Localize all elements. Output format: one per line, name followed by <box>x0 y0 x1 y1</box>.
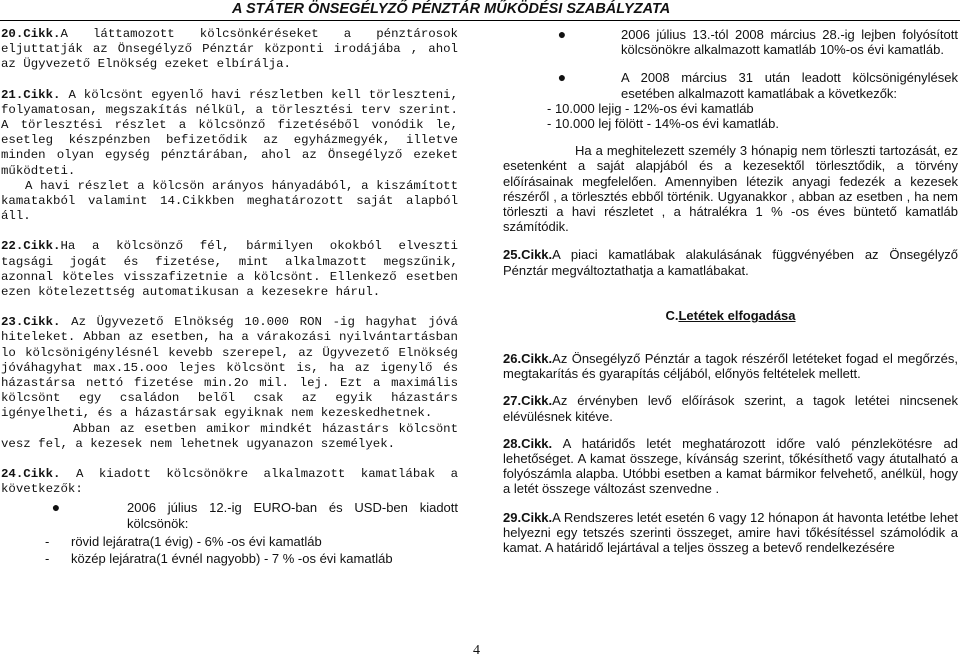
article-number: 24.Cikk. <box>1 467 61 482</box>
article-25: 25.Cikk.A piaci kamatlábak alakulásának függvényében az Önsegélyző Pénztár megváltoztathatja a kamatlábakat. <box>503 247 958 278</box>
article-28: 28.Cikk. A határidős letét meghatározott időre való pénzlekötésre ad lehetőséget. A kamat összege, kívánság szerint, tőkésíthető vagy átutalható a folyószámla alapba. Utóbbi esetben a kamat bármikor felvehető, anélkül, hogy a letét összege változást szenvedne . <box>503 435 958 497</box>
article-number: 25.Cikk. <box>503 247 553 263</box>
list-item: ● A 2008 március 31 után leadott kölcsönigénylések esetében alkalmazott kamatlábak a következők: <box>503 70 958 100</box>
article-number: 23.Cikk. <box>1 315 61 330</box>
dash-icon: - <box>45 533 50 549</box>
article-number: 29.Cikk. <box>503 509 553 525</box>
page-header <box>0 0 960 21</box>
article-23-paragraph-2: Abban az esetben amikor mindkét házastárs kölcsönt vesz fel, a kezesek nem lehetnek ugyanazon személyek. <box>1 421 458 451</box>
bullet-icon: ● <box>557 69 567 86</box>
bullet-icon: ● <box>557 26 567 42</box>
document-title: A STÁTER ÖNSEGÉLYZŐ PÉNZTÁR MŰKÖDÉSI SZABÁLYZATA <box>232 1 671 17</box>
article-29: 29.Cikk.A Rendszeres letét esetén 6 vagy 12 hónapon át havonta letétbe lehet helyezni egy tetszés szerinti összeget, amire havi tőkésítéssel számolódik a kamat. A határidő lejártával a teljes összeg a betevő rendelkezésére <box>503 509 958 556</box>
left-column <box>1 27 458 566</box>
bullet-icon: ● <box>51 499 61 516</box>
article-number: 20.Cikk. <box>1 27 61 41</box>
list-item: ● 2006 július 12.-ig EURO-ban és USD-ben kiadott kölcsönök: <box>1 500 458 530</box>
list-item: - rövid lejáratra(1 évig) - 6% -os évi kamatláb <box>1 534 458 549</box>
article-21: 21.Cikk. A kölcsönt egyenlő havi részletben kell törleszteni, folyamatosan, megszakítás nélkül, a törlesztési terv szerint. A törlesztési részlet a kölcsönző fizetéséből vonódik le, esetleg készpénzben befizetődik az egyházmegyék, illetve minden olyan egység pénztárában, ahol az Önsegélyző ezeket működteti. <box>1 87 459 178</box>
rate-line: - 10.000 lejig - 12%-os évi kamatláb <box>547 100 754 116</box>
rate-line: - 10.000 lej fölött - 14%-os évi kamatláb. <box>547 116 779 132</box>
list-item: - közép lejáratra(1 évnél nagyobb) - 7 % -os évi kamatláb <box>1 551 458 566</box>
article-21-paragraph-2: A havi részlet a kölcsön arányos hányadából, a kiszámított kamatakból valamint 14.Cikkben meghatározott saját alapból áll. <box>1 178 458 224</box>
article-24: 24.Cikk. A kiadott kölcsönökre alkalmazott kamatlábak a következők: <box>1 467 459 497</box>
article-20: 20.Cikk.A láttamozott kölcsönkéréseket a pénztárosok eljuttatják az Önsegélyző Pénztár központi irodájába , ahol az Ügyvezető Elnökség ezeket elbírálja. <box>1 27 458 72</box>
right-column <box>503 27 958 555</box>
article-number: 28.Cikk. <box>503 435 553 451</box>
article-number: 22.Cikk. <box>1 239 61 254</box>
arrears-paragraph: Ha a meghitelezett személy 3 hónapig nem törleszti tartozását, ez esetenként a saját alapjából és a kezesektől törlesztődik, a törvény előírásainak megfelelően. Amennyiben létezik anyagi fedezék a kezesek részéről , a törlesztés ebből történik. Ugyanakkor , abban az esetben , ha nem törleszti a havi részletet , a hátralékra 1 % -os éves büntető kamatláb számítódik. <box>503 143 958 235</box>
article-22: 22.Cikk.Ha a kölcsönző fél, bármilyen okokból elveszti tagsági jogát és fizetése, mint alkalmazott megszűnik, azonnal köteles visszafizetnie a kölcsönt. Ellenkező esetben ezen kötelezettség automatikusan a kezesekre hárul. <box>1 239 458 300</box>
section-heading: C.Letétek elfogadása <box>665 307 796 323</box>
list-item: ● 2006 július 13.-tól 2008 március 28.-ig lejben folyósított kölcsönökre alkalmazott kamatláb 10%-os évi kamatláb. <box>503 27 958 57</box>
article-number: 27.Cikk. <box>503 393 553 409</box>
article-27: 27.Cikk.Az érvényben levő előírások szerint, a tagok letétei nincsenek elévülésnek kitéve. <box>503 393 958 424</box>
article-number: 26.Cikk. <box>503 351 553 367</box>
article-26: 26.Cikk.Az Önsegélyző Pénztár a tagok részéről letéteket fogad el megőrzés, megtakarítás és gyarapítás céljából, előnyös feltételek mellett. <box>503 351 958 382</box>
article-number: 21.Cikk. <box>1 87 61 102</box>
page-number: 4 <box>473 643 480 658</box>
dash-icon: - <box>45 551 50 567</box>
article-23: 23.Cikk. Az Ügyvezető Elnökség 10.000 RON -ig hagyhat jóvá hiteleket. Abban az esetben, ha a várakozási nyilvántartásban lo kölcsönigénylésnél kevebb szerepel, az Ügyvezető Elnökség jóváhagyhat max.15.ooo lejes kölcsönt is, ha az igenylő és házastársa nettó fizetése min.2o mil. lej. Ezt a maximális kölcsönt egy családon belől csak az egyik házastárs igényelheti, és a házastársak egyiknak nem kezeskedhetnek. <box>1 315 458 421</box>
